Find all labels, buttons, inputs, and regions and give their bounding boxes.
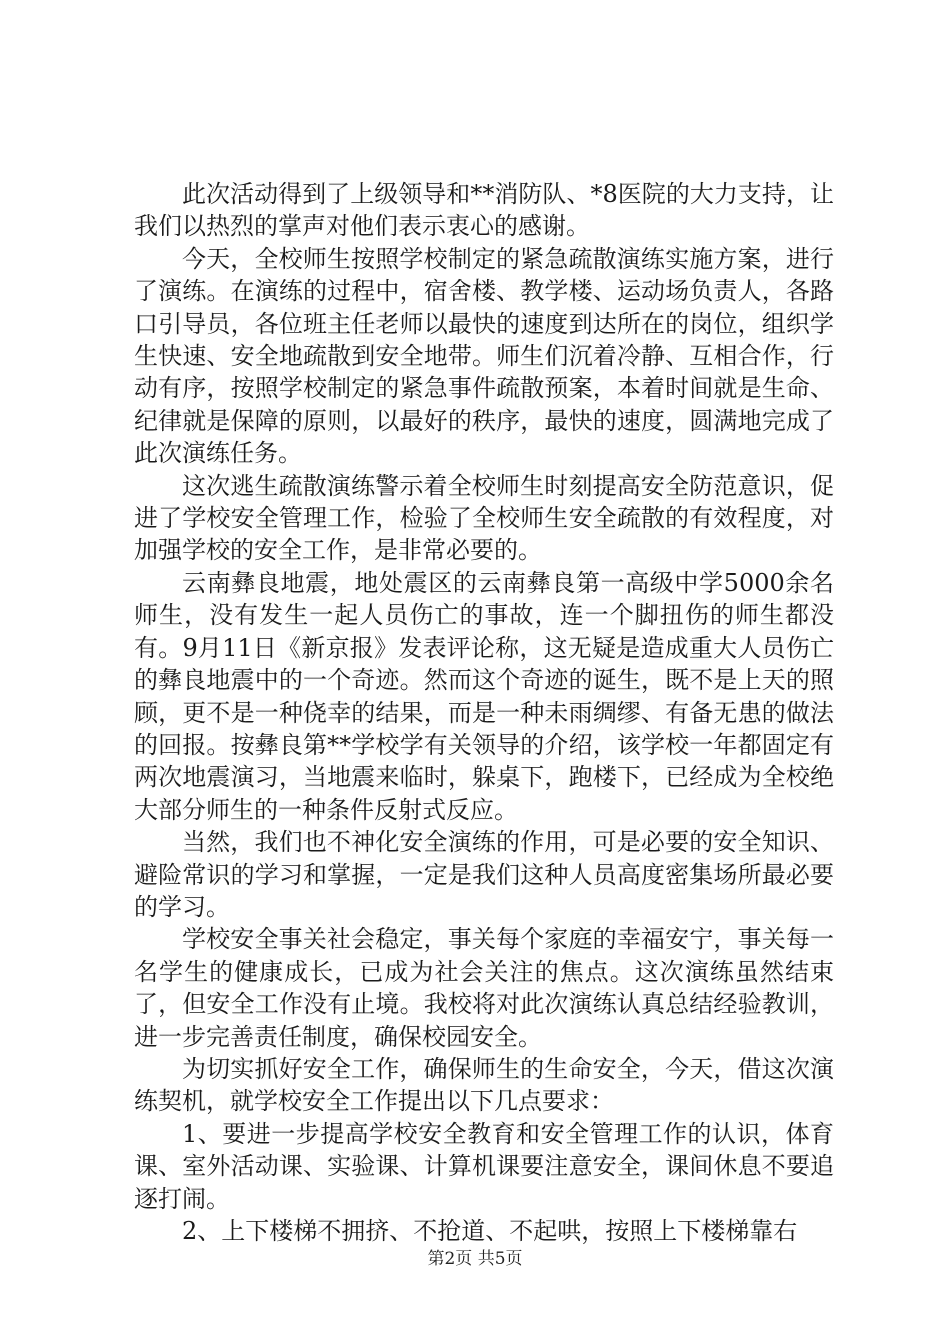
document-body xyxy=(134,178,834,1247)
paragraph: 1、要进一步提高学校安全教育和安全管理工作的认识，体育课、室外活动课、实验课、计算机课要注意安全，课间休息不要追逐打闹。 xyxy=(134,1119,834,1213)
paragraph: 为切实抓好安全工作，确保师生的生命安全，今天，借这次演练契机，就学校安全工作提出以下几点要求： xyxy=(134,1054,834,1116)
paragraph: 2、上下楼梯不拥挤、不抢道、不起哄，按照上下楼梯靠右 xyxy=(182,1217,798,1245)
paragraph: 学校安全事关社会稳定，事关每个家庭的幸福安宁，事关每一名学生的健康成长，已成为社会关注的焦点。这次演练虽然结束了，但安全工作没有止境。我校将对此次演练认真总结经验教训，进一步完善责任制度，确保校园安全。 xyxy=(134,925,834,1051)
paragraph: 此次活动得到了上级领导和**消防队、*8医院的大力支持，让我们以热烈的掌声对他们表示衷心的感谢。 xyxy=(134,180,834,241)
paragraph: 今天，全校师生按照学校制定的紧急疏散演练实施方案，进行了演练。在演练的过程中，宿舍楼、教学楼、运动场负责人，各路口引导员，各位班主任老师以最快的速度到达所在的岗位，组织学生快速、安全地疏散到安全地带。师生们沉着冷静、互相合作，行动有序，按照学校制定的紧急事件疏散预案，本着时间就是生命、纪律就是保障的原则，以最好的秩序，最快的速度，圆满地完成了此次演练任务。 xyxy=(134,244,834,468)
paragraph: 这次逃生疏散演练警示着全校师生时刻提高安全防范意识，促进了学校安全管理工作，检验了全校师生安全疏散的有效程度，对加强学校的安全工作，是非常必要的。 xyxy=(134,471,834,565)
paragraph: 云南彝良地震，地处震区的云南彝良第一高级中学5000余名师生，没有发生一起人员伤亡的事故，连一个脚扭伤的师生都没有。9月11日《新京报》发表评论称，这无疑是造成重大人员伤亡的彝良地震中的一个奇迹。然而这个奇迹的诞生，既不是上天的照顾，更不是一种侥幸的结果，而是一种未雨绸缪、有备无患的做法的回报。按彝良第**学校学有关领导的介绍，该学校一年都固定有两次地震演习，当地震来临时，躲桌下，跑楼下，已经成为全校绝大部分师生的一种条件反射式反应。 xyxy=(134,568,834,824)
page-number-footer: 第2页 共5页 xyxy=(427,1249,523,1269)
paragraph: 当然，我们也不神化安全演练的作用，可是必要的安全知识、避险常识的学习和掌握，一定是我们这种人员高度密集场所最必要的学习。 xyxy=(134,828,834,921)
